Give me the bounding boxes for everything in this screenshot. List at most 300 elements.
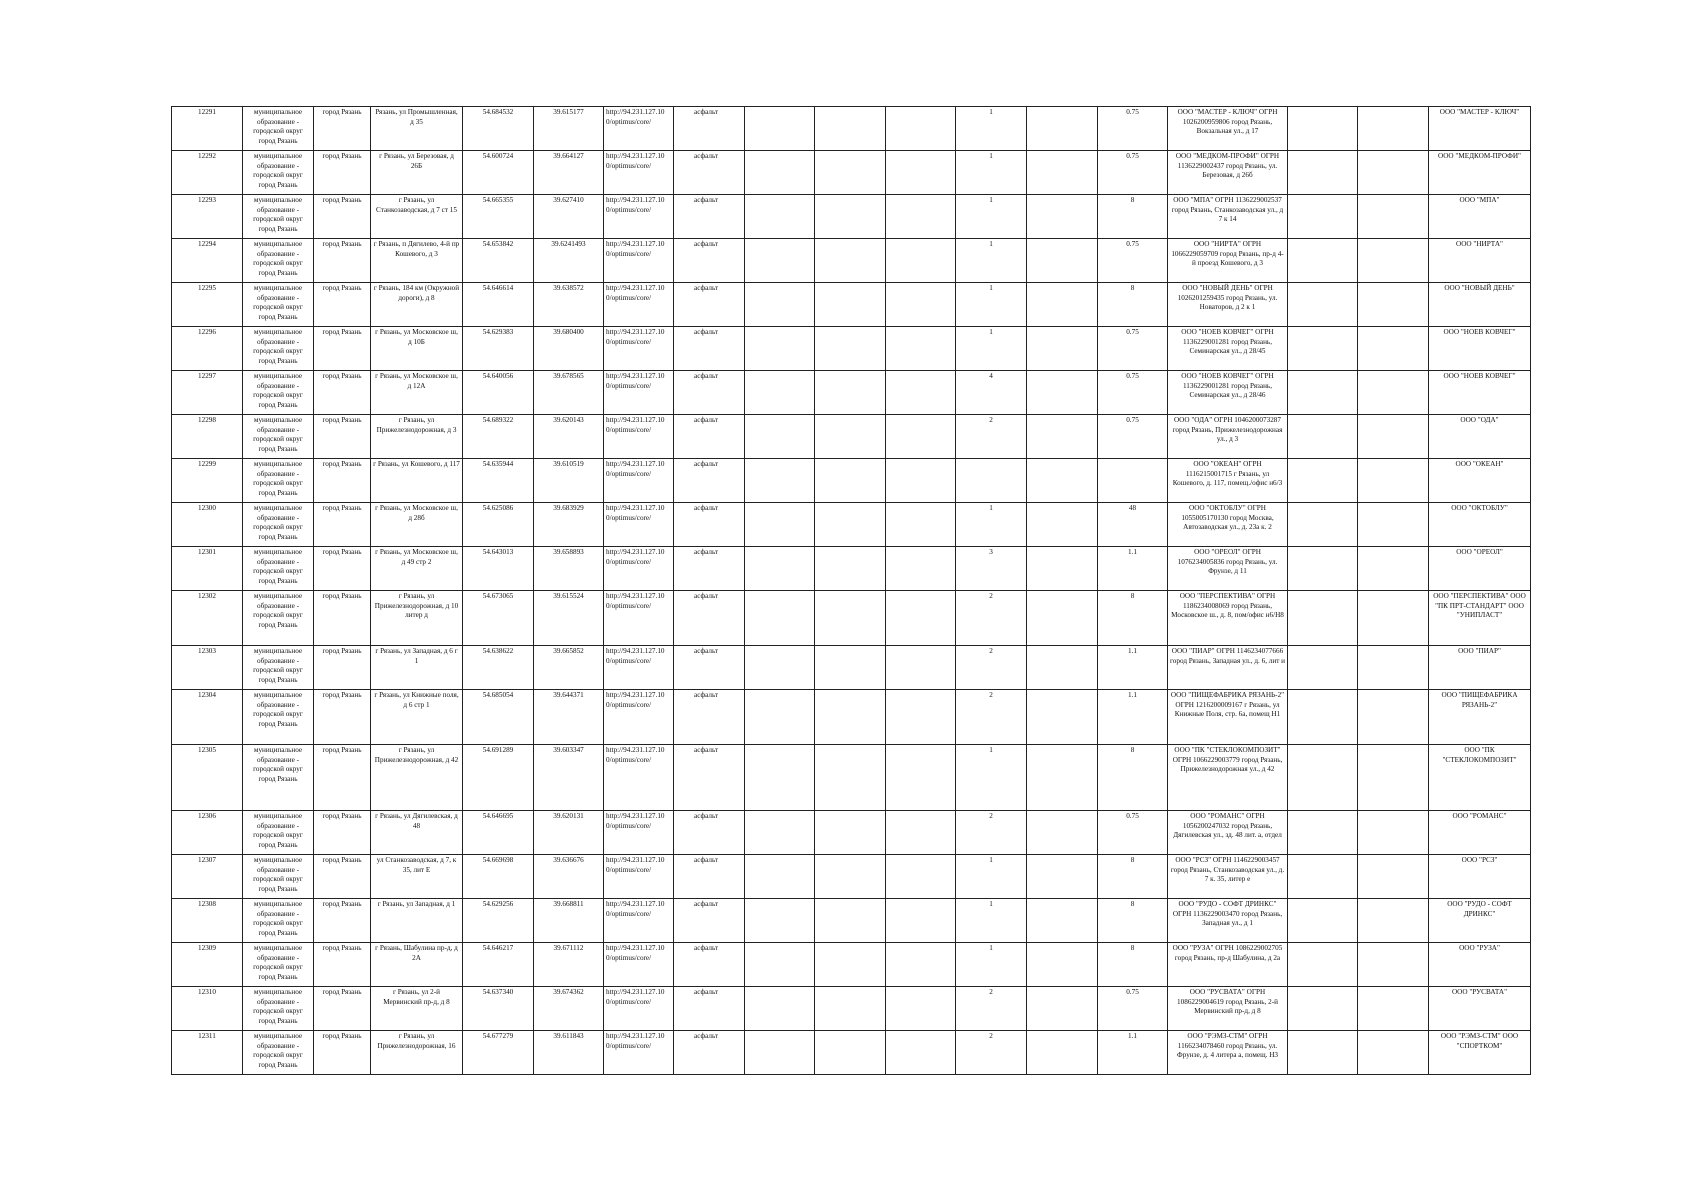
cell-empty [745,327,815,371]
cell-empty [1288,855,1358,899]
cell-empty [886,503,956,547]
cell-addr: г Рязань, ул Московское ш, д 49 стр 2 [371,547,463,591]
cell-owner: ООО "ОРЕОЛ" ОГРН 1076234005836 город Рязань, ул. Фрунзе, д 11 [1168,547,1288,591]
cell-src: ООО "ПИАР" [1429,646,1531,690]
cell-vol: 0.75 [1098,151,1168,195]
cell-empty [815,327,886,371]
cell-num: 12298 [172,415,243,459]
cell-lon: 39.627410 [534,195,604,239]
cell-city: город Рязань [314,459,371,503]
cell-empty [815,415,886,459]
cell-num: 12296 [172,327,243,371]
cell-empty [1288,503,1358,547]
cell-mun: муниципальное образование - городской округ город Рязань [243,503,314,547]
cell-empty [745,107,815,151]
cell-mun: муниципальное образование - городской округ город Рязань [243,151,314,195]
cell-city: город Рязань [314,283,371,327]
cell-owner: ООО "НИРТА" ОГРН 1066229059709 город Рязань, пр-д 4-й проезд Кошевого, д 3 [1168,239,1288,283]
cell-lon: 39.615524 [534,591,604,646]
cell-empty [815,503,886,547]
cell-num: 12294 [172,239,243,283]
cell-empty [745,646,815,690]
cell-empty [745,745,815,811]
cell-empty [1358,943,1429,987]
cell-lon: 39.638572 [534,283,604,327]
cell-empty [1288,1031,1358,1075]
cell-surf: асфальт [674,1031,745,1075]
cell-mun: муниципальное образование - городской округ город Рязань [243,899,314,943]
cell-lat: 54.685054 [463,690,534,745]
cell-surf: асфальт [674,943,745,987]
cell-mun: муниципальное образование - городской округ город Рязань [243,195,314,239]
cell-lon: 39.680400 [534,327,604,371]
cell-empty [1288,371,1358,415]
cell-empty [886,327,956,371]
cell-empty [1027,283,1098,327]
cell-url: http://94.231.127.10 0/optimus/core/ [604,591,674,646]
cell-lat: 54.691289 [463,745,534,811]
cell-empty [1358,459,1429,503]
cell-owner: ООО "НОЕВ КОВЧЕГ" ОГРН 1136229001281 город Рязань, Семинарская ул., д 28/45 [1168,327,1288,371]
cell-empty [815,547,886,591]
cell-mun: муниципальное образование - городской округ город Рязань [243,987,314,1031]
cell-empty [886,811,956,855]
cell-lat: 54.646217 [463,943,534,987]
cell-cnt: 1 [956,503,1027,547]
cell-empty [1358,283,1429,327]
cell-lon: 39.603347 [534,745,604,811]
cell-url: http://94.231.127.10 0/optimus/core/ [604,371,674,415]
cell-src: ООО "НОЕВ КОВЧЕГ" [1429,327,1531,371]
cell-mun: муниципальное образование - городской округ город Рязань [243,646,314,690]
cell-cnt: 1 [956,107,1027,151]
cell-vol: 1.1 [1098,690,1168,745]
cell-owner: ООО "РОМАНС" ОГРН 1056200247032 город Рязань, Дягилевская ул., зд. 48 лит. а, отдел [1168,811,1288,855]
cell-src: ООО "ОРЕОЛ" [1429,547,1531,591]
cell-surf: асфальт [674,745,745,811]
table-row [172,239,1531,283]
table-row [172,987,1531,1031]
cell-lon: 39.610519 [534,459,604,503]
cell-empty [745,855,815,899]
cell-cnt: 1 [956,745,1027,811]
table-row [172,855,1531,899]
cell-surf: асфальт [674,646,745,690]
cell-surf: асфальт [674,107,745,151]
cell-owner: ООО "РСЗ" ОГРН 1146229003457 город Рязань, Станкозаводская ул., д. 7 к. 35, литер е [1168,855,1288,899]
cell-empty [1027,503,1098,547]
cell-surf: асфальт [674,239,745,283]
cell-src: ООО "НОВЫЙ ДЕНЬ" [1429,283,1531,327]
cell-mun: муниципальное образование - городской округ город Рязань [243,547,314,591]
cell-owner: ООО "РУСВАТА" ОГРН 1086229004619 город Рязань, 2-й Мервинский пр-д, д 8 [1168,987,1288,1031]
cell-lat: 54.600724 [463,151,534,195]
cell-mun: муниципальное образование - городской округ город Рязань [243,943,314,987]
cell-cnt: 1 [956,151,1027,195]
cell-empty [1288,107,1358,151]
cell-vol: 8 [1098,855,1168,899]
cell-surf: асфальт [674,371,745,415]
cell-cnt: 1 [956,327,1027,371]
cell-empty [1027,811,1098,855]
cell-lon: 39.636676 [534,855,604,899]
cell-lon: 39.671112 [534,943,604,987]
cell-empty [1288,547,1358,591]
table-row [172,371,1531,415]
cell-empty [886,690,956,745]
cell-url: http://94.231.127.10 0/optimus/core/ [604,151,674,195]
cell-addr: г Рязань, ул Кошевого, д 117 [371,459,463,503]
cell-lat: 54.684532 [463,107,534,151]
cell-num: 12293 [172,195,243,239]
cell-num: 12311 [172,1031,243,1075]
cell-num: 12303 [172,646,243,690]
cell-owner: ООО "ОКТОБЛУ" ОГРН 1055005170130 город Москва, Автозаводская ул., д. 23а к. 2 [1168,503,1288,547]
cell-mun: муниципальное образование - городской округ город Рязань [243,239,314,283]
cell-empty [1358,371,1429,415]
cell-city: город Рязань [314,690,371,745]
cell-cnt: 2 [956,646,1027,690]
cell-city: город Рязань [314,899,371,943]
cell-num: 12291 [172,107,243,151]
cell-owner: ООО "НОВЫЙ ДЕНЬ" ОГРН 1026201259435 город Рязань, ул. Новаторов, д 2 к 1 [1168,283,1288,327]
cell-owner: ООО "РУЗА" ОГРН 1086229002705 город Рязань, пр-д Шабулина, д 2а [1168,943,1288,987]
cell-owner: ООО "РЭМЗ-СТМ" ОГРН 1166234078460 город Рязань, ул. Фрунзе, д. 4 литера а, помещ. Н3 [1168,1031,1288,1075]
cell-lat: 54.653842 [463,239,534,283]
cell-addr: г Рязань, ул Станкозаводская, д 7 ст 15 [371,195,463,239]
cell-cnt: 2 [956,591,1027,646]
cell-city: город Рязань [314,987,371,1031]
cell-num: 12307 [172,855,243,899]
cell-src: ООО "РЭМЗ-СТМ" ООО "СПОРТКОМ" [1429,1031,1531,1075]
cell-src: ООО "МЕДКОМ-ПРОФИ" [1429,151,1531,195]
cell-empty [1027,987,1098,1031]
cell-url: http://94.231.127.10 0/optimus/core/ [604,415,674,459]
cell-addr: г Рязань, ул Московское ш, д 28б [371,503,463,547]
cell-empty [1358,811,1429,855]
cell-url: http://94.231.127.10 0/optimus/core/ [604,547,674,591]
cell-src: ООО "РУДО - СОФТ ДРИНКС" [1429,899,1531,943]
cell-vol: 8 [1098,591,1168,646]
cell-empty [886,107,956,151]
cell-cnt: 3 [956,547,1027,591]
cell-surf: асфальт [674,503,745,547]
cell-url: http://94.231.127.10 0/optimus/core/ [604,459,674,503]
cell-empty [1358,239,1429,283]
cell-empty [886,239,956,283]
cell-lon: 39.664127 [534,151,604,195]
cell-vol: 0.75 [1098,371,1168,415]
cell-empty [1288,283,1358,327]
cell-surf: асфальт [674,899,745,943]
cell-src: ООО "ОДА" [1429,415,1531,459]
cell-lon: 39.620143 [534,415,604,459]
cell-empty [886,745,956,811]
table-row [172,646,1531,690]
cell-cnt: 2 [956,987,1027,1031]
cell-empty [1288,151,1358,195]
cell-url: http://94.231.127.10 0/optimus/core/ [604,745,674,811]
table-row [172,547,1531,591]
cell-src: ООО "РУСВАТА" [1429,987,1531,1031]
cell-src: ООО "ОКТОБЛУ" [1429,503,1531,547]
cell-empty [815,283,886,327]
cell-vol: 8 [1098,195,1168,239]
cell-vol: 1.1 [1098,547,1168,591]
cell-owner: ООО "МЕДКОМ-ПРОФИ" ОГРН 1136229002437 город Рязань, ул. Березовая, д 26б [1168,151,1288,195]
cell-vol: 8 [1098,943,1168,987]
cell-addr: г Рязань, ул Московское ш, д 10Б [371,327,463,371]
cell-empty [815,239,886,283]
cell-addr: г Рязань, ул Прижелезнодорожная, д 42 [371,745,463,811]
cell-empty [886,899,956,943]
registry-table [171,106,1531,1075]
cell-url: http://94.231.127.10 0/optimus/core/ [604,283,674,327]
cell-lat: 54.689322 [463,415,534,459]
cell-empty [1288,327,1358,371]
cell-city: город Рязань [314,151,371,195]
cell-lat: 54.677279 [463,1031,534,1075]
cell-empty [745,283,815,327]
cell-url: http://94.231.127.10 0/optimus/core/ [604,855,674,899]
cell-empty [1027,547,1098,591]
cell-lon: 39.665852 [534,646,604,690]
cell-src: ООО "МПА" [1429,195,1531,239]
cell-empty [1358,690,1429,745]
cell-num: 12304 [172,690,243,745]
table-row [172,107,1531,151]
cell-empty [886,943,956,987]
cell-empty [745,811,815,855]
cell-city: город Рязань [314,415,371,459]
cell-lon: 39.620131 [534,811,604,855]
table-row [172,327,1531,371]
cell-url: http://94.231.127.10 0/optimus/core/ [604,811,674,855]
cell-empty [886,283,956,327]
cell-cnt: 1 [956,283,1027,327]
cell-empty [745,591,815,646]
cell-empty [1288,899,1358,943]
cell-empty [1027,195,1098,239]
cell-src: ООО "ОКЕАН" [1429,459,1531,503]
cell-addr: г Рязань, ул Московское ш, д 12А [371,371,463,415]
cell-url: http://94.231.127.10 0/optimus/core/ [604,646,674,690]
cell-addr: г Рязань, ул Прижелезнодорожная, д 10 литер д [371,591,463,646]
table-row [172,415,1531,459]
cell-lat: 54.673065 [463,591,534,646]
cell-url: http://94.231.127.10 0/optimus/core/ [604,690,674,745]
cell-cnt: 2 [956,1031,1027,1075]
table-row [172,459,1531,503]
cell-empty [1358,745,1429,811]
cell-cnt: 1 [956,855,1027,899]
cell-cnt [956,459,1027,503]
table-body [172,107,1531,1075]
cell-empty [1288,690,1358,745]
table-row [172,899,1531,943]
cell-empty [815,459,886,503]
cell-empty [1358,195,1429,239]
cell-empty [745,987,815,1031]
cell-empty [745,899,815,943]
cell-empty [815,899,886,943]
cell-addr: г Рязань, ул Прижелезнодорожная, д 3 [371,415,463,459]
cell-city: город Рязань [314,503,371,547]
table-row [172,811,1531,855]
table-row [172,745,1531,811]
cell-empty [815,811,886,855]
cell-empty [886,195,956,239]
cell-empty [815,943,886,987]
cell-empty [1358,646,1429,690]
cell-vol: 0.75 [1098,107,1168,151]
cell-url: http://94.231.127.10 0/optimus/core/ [604,107,674,151]
cell-src: ООО "ПК "СТЕКЛОКОМПОЗИТ" [1429,745,1531,811]
cell-empty [886,987,956,1031]
cell-url: http://94.231.127.10 0/optimus/core/ [604,195,674,239]
cell-empty [815,690,886,745]
cell-owner: ООО "ПИАР" ОГРН 1146234077666 город Рязань, Западная ул., д. 6, лит и [1168,646,1288,690]
cell-mun: муниципальное образование - городской округ город Рязань [243,283,314,327]
cell-src: ООО "ПЕРСПЕКТИВА" ООО "ПК ПРТ-СТАНДАРТ" ООО "УНИПЛАСТ" [1429,591,1531,646]
cell-vol: 0.75 [1098,811,1168,855]
cell-empty [815,591,886,646]
cell-num: 12306 [172,811,243,855]
cell-city: город Рязань [314,107,371,151]
cell-mun: муниципальное образование - городской округ город Рязань [243,811,314,855]
cell-owner: ООО "ОКЕАН" ОГРН 1116215001715 г Рязань, ул Кошевого, д. 117, помещ./офис н6/3 [1168,459,1288,503]
cell-lat: 54.665355 [463,195,534,239]
cell-vol: 48 [1098,503,1168,547]
cell-empty [1027,591,1098,646]
cell-empty [815,745,886,811]
cell-lat: 54.638622 [463,646,534,690]
cell-mun: муниципальное образование - городской округ город Рязань [243,1031,314,1075]
cell-empty [815,371,886,415]
cell-lat: 54.629256 [463,899,534,943]
cell-mun: муниципальное образование - городской округ город Рязань [243,855,314,899]
cell-empty [745,239,815,283]
cell-city: город Рязань [314,943,371,987]
cell-url: http://94.231.127.10 0/optimus/core/ [604,239,674,283]
cell-lat: 54.625086 [463,503,534,547]
table-row [172,283,1531,327]
table-row [172,943,1531,987]
cell-lat: 54.640056 [463,371,534,415]
cell-empty [745,690,815,745]
cell-empty [1288,591,1358,646]
cell-empty [886,855,956,899]
cell-city: город Рязань [314,855,371,899]
cell-num: 12305 [172,745,243,811]
cell-owner: ООО "РУДО - СОФТ ДРИНКС" ОГРН 1136229003470 город Рязань, Западная ул., д 1 [1168,899,1288,943]
cell-addr: г Рязань, 184 км (Окружной дороги), д 8 [371,283,463,327]
cell-cnt: 1 [956,239,1027,283]
cell-cnt: 2 [956,415,1027,459]
table-row [172,195,1531,239]
cell-empty [1288,195,1358,239]
cell-surf: асфальт [674,459,745,503]
cell-src: ООО "РУЗА" [1429,943,1531,987]
cell-vol: 8 [1098,283,1168,327]
cell-empty [745,503,815,547]
cell-empty [1288,239,1358,283]
cell-cnt: 1 [956,195,1027,239]
cell-empty [1358,327,1429,371]
table-row [172,1031,1531,1075]
cell-empty [1358,415,1429,459]
cell-empty [1358,1031,1429,1075]
cell-url: http://94.231.127.10 0/optimus/core/ [604,1031,674,1075]
cell-vol: 0.75 [1098,415,1168,459]
cell-empty [1358,987,1429,1031]
cell-vol: 1.1 [1098,1031,1168,1075]
cell-lon: 39.658893 [534,547,604,591]
cell-src: ООО "РОМАНС" [1429,811,1531,855]
cell-addr: г Рязань, ул Березовая, д 26Б [371,151,463,195]
cell-empty [886,1031,956,1075]
cell-owner: ООО "НОЕВ КОВЧЕГ" ОГРН 1136229001281 город Рязань, Семинарская ул., д 28/46 [1168,371,1288,415]
cell-owner: ООО "МПА" ОГРН 1136229002537 город Рязань, Станкозаводская ул., д 7 к 14 [1168,195,1288,239]
cell-num: 12301 [172,547,243,591]
cell-vol: 0.75 [1098,987,1168,1031]
cell-empty [1358,151,1429,195]
cell-surf: асфальт [674,415,745,459]
cell-num: 12302 [172,591,243,646]
cell-cnt: 4 [956,371,1027,415]
cell-num: 12292 [172,151,243,195]
cell-empty [1027,459,1098,503]
cell-mun: муниципальное образование - городской округ город Рязань [243,591,314,646]
cell-empty [1358,107,1429,151]
cell-empty [815,1031,886,1075]
cell-vol: 0.75 [1098,239,1168,283]
cell-lat: 54.643013 [463,547,534,591]
cell-empty [886,415,956,459]
cell-city: город Рязань [314,371,371,415]
cell-addr: ул Станкозаводская, д 7, к 35, лит Е [371,855,463,899]
cell-mun: муниципальное образование - городской округ город Рязань [243,107,314,151]
cell-empty [886,371,956,415]
cell-empty [745,371,815,415]
cell-empty [1288,415,1358,459]
cell-vol [1098,459,1168,503]
cell-empty [1027,943,1098,987]
cell-empty [815,987,886,1031]
cell-mun: муниципальное образование - городской округ город Рязань [243,745,314,811]
cell-empty [745,415,815,459]
cell-empty [745,1031,815,1075]
cell-url: http://94.231.127.10 0/optimus/core/ [604,327,674,371]
cell-city: город Рязань [314,195,371,239]
cell-mun: муниципальное образование - городской округ город Рязань [243,371,314,415]
cell-empty [1358,503,1429,547]
cell-num: 12295 [172,283,243,327]
cell-src: ООО "ПИЩЕФАБРИКА РЯЗАНЬ-2" [1429,690,1531,745]
cell-empty [1027,107,1098,151]
cell-num: 12310 [172,987,243,1031]
cell-addr: г Рязань, ул Книжные поля, д 6 стр 1 [371,690,463,745]
cell-num: 12297 [172,371,243,415]
cell-empty [815,195,886,239]
cell-src: ООО "НИРТА" [1429,239,1531,283]
cell-lat: 54.629383 [463,327,534,371]
cell-lat: 54.635944 [463,459,534,503]
cell-surf: асфальт [674,283,745,327]
cell-addr: г Рязань, ул 2-й Мервинский пр-д, д 8 [371,987,463,1031]
cell-empty [1358,591,1429,646]
cell-surf: асфальт [674,855,745,899]
